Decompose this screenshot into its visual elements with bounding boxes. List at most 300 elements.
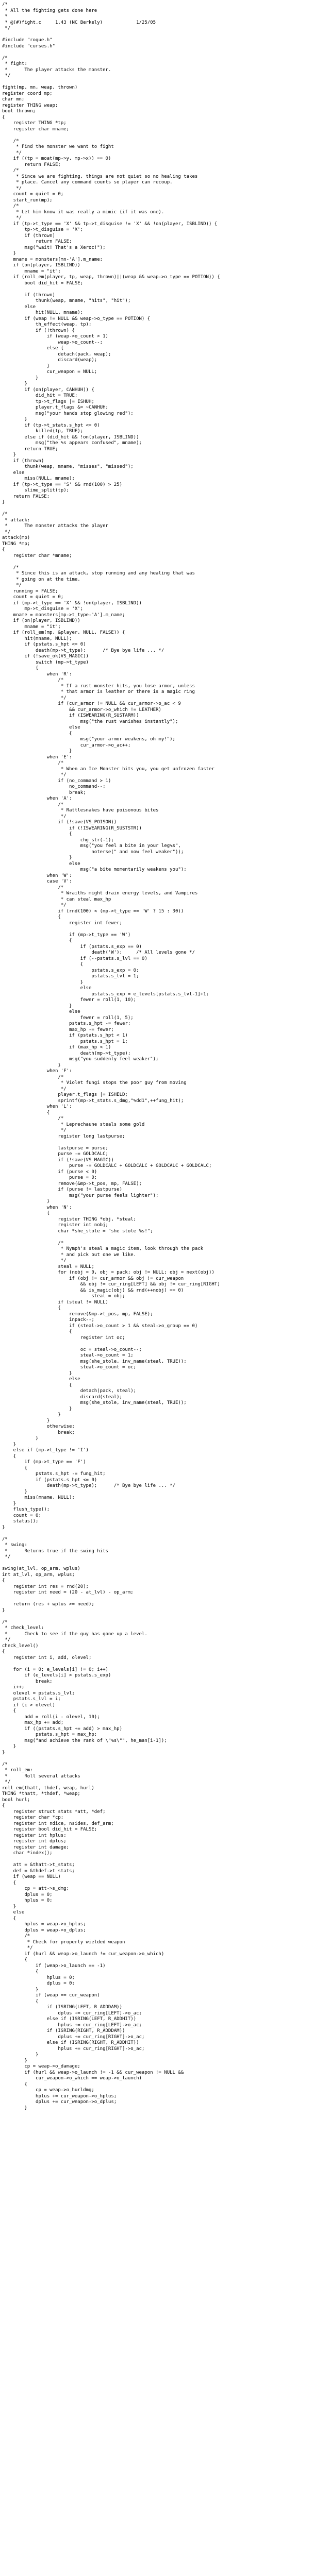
code-line: {	[2, 914, 61, 920]
code-line: pstats.s_exp = e_levels[pstats.s_lvl-1]+1;	[2, 991, 209, 997]
code-line: if (thrown)	[2, 292, 55, 298]
code-line: {	[2, 666, 39, 671]
code-line: bool hurl;	[2, 1797, 30, 1803]
code-line: /*	[2, 1619, 8, 1625]
code-line: i++;	[2, 1685, 25, 1690]
code-line: if (roll_em(mp, &player, NULL, FALSE)) {	[2, 630, 125, 635]
code-line: hplus = weap->o_hplus;	[2, 1922, 86, 1927]
code-line: status();	[2, 1519, 39, 1524]
code-line: {	[2, 1211, 50, 1216]
code-line: def = &thdef->t_stats;	[2, 1868, 75, 1874]
code-line: when 'W':	[2, 873, 72, 878]
code-line: */	[2, 150, 22, 156]
code-line: && is_magic(obj) && rnd(++nobj) == 0)	[2, 1287, 184, 1293]
code-line: killed(tp, TRUE);	[2, 429, 84, 434]
code-line: mname = "it";	[2, 268, 61, 274]
code-line: * Since we are fighting, things are not quiet so no healing takes	[2, 174, 198, 179]
code-line	[2, 1756, 328, 1762]
code-line: if (no_command > 1)	[2, 778, 111, 784]
code-line: register bool did_hit = FALSE;	[2, 1827, 97, 1832]
code-line: return FALSE;	[2, 239, 72, 244]
code-line: * @(#)fight.c 1.43 (NC Berkely) 1/25/05	[2, 20, 156, 25]
code-line: if (weap->o_count > 1)	[2, 334, 108, 339]
code-line	[2, 1857, 328, 1863]
code-line: }	[2, 979, 84, 985]
code-line: pstats.s_hpt = 1;	[2, 1039, 128, 1044]
code-line: */	[2, 814, 67, 819]
code-line: {	[2, 731, 72, 736]
code-line: /*	[2, 55, 8, 61]
code-line: else	[2, 861, 80, 867]
code-line: }	[2, 1436, 39, 1441]
code-line: for (nobj = 0, obj = pack; obj != NULL; obj = next(obj))	[2, 1270, 214, 1275]
code-line: swing(at_lvl, op_arm, wplus)	[2, 1566, 80, 1571]
code-line: if (!save(VS_MAGIC))	[2, 1157, 114, 1163]
code-line: pstats.s_hpt -= fung_hit;	[2, 1471, 106, 1477]
code-line: * Leprechaune steals some gold	[2, 1122, 145, 1127]
code-line: running = FALSE;	[2, 588, 58, 594]
code-line: /*	[2, 1761, 8, 1767]
code-line: /*	[2, 1240, 64, 1246]
code-line: * Let him know it was really a mimic (if it was one).	[2, 209, 164, 215]
code-line: when 'L':	[2, 1104, 72, 1109]
code-line: death('W'); /* All levels gone */	[2, 950, 195, 955]
code-line: if (tp->t_type == 'S' && rnd(100) > 25)	[2, 482, 122, 487]
code-line: if (pstats.s_hpt <= 0)	[2, 1477, 97, 1483]
code-line: */	[2, 772, 67, 777]
code-line: discard(weap);	[2, 358, 97, 363]
code-line: else	[2, 1009, 80, 1014]
code-line: * Returns true if the swing hits	[2, 1548, 108, 1554]
code-line: * Violet fungi stops the poor guy from moving	[2, 1080, 187, 1086]
code-line: */	[2, 1780, 11, 1785]
code-line: if (purse < 0)	[2, 1169, 97, 1175]
code-line: /*	[2, 1934, 30, 1939]
code-line: {	[2, 1329, 72, 1334]
code-line: count = quiet = 0;	[2, 595, 64, 600]
code-line: fight(mp, mn, weap, thrown)	[2, 85, 78, 90]
code-line: * Find the monster we want to fight	[2, 144, 114, 149]
code-line: {	[2, 1110, 50, 1115]
code-line: {	[2, 1382, 72, 1388]
code-line: max_hp += add;	[2, 1720, 64, 1725]
code-line: {	[2, 962, 84, 967]
code-line: && obj != cur_ring[LEFT] && obj != cur_ring[RIGHT]	[2, 1282, 220, 1287]
code-line: otherwise:	[2, 1424, 75, 1429]
code-line: if (ISWEARING(R_SUSTARM))	[2, 713, 139, 718]
code-line: if (i > olevel)	[2, 1702, 55, 1708]
code-line: * roll_em:	[2, 1768, 33, 1773]
code-line: else if (mp->t_type != 'I')	[2, 1448, 89, 1453]
code-line: /*	[2, 138, 19, 144]
code-line: detach(pack, weap);	[2, 351, 111, 357]
code-line: if (pstats.s_hpt <= 0)	[2, 642, 86, 647]
code-line: if ((pstats.s_hpt += add) > max_hp)	[2, 1726, 122, 1732]
code-line: }	[2, 1744, 16, 1749]
code-line: when 'R':	[2, 671, 72, 677]
code-line: }	[2, 1412, 61, 1417]
code-line: * The monster attacks the player	[2, 523, 108, 529]
code-line: * Check for properly wielded weapon	[2, 1939, 125, 1945]
code-line: tp->t_disguise = 'X';	[2, 227, 84, 232]
code-line: noterse(" and now feel weaker"));	[2, 849, 184, 855]
code-line: {	[2, 1916, 16, 1921]
code-line: register THING *obj, *steal;	[2, 1216, 137, 1222]
code-line: if (on(player, ISBLIND))	[2, 263, 80, 268]
code-line: if (steal != NULL)	[2, 1299, 108, 1305]
code-line: cur_armor->o_ac++;	[2, 742, 131, 748]
code-line: msg("and achieve the rank of \"%s\"", he_man[i-1]);	[2, 1738, 167, 1743]
code-line: chg_str(-1);	[2, 837, 114, 843]
code-line: count = 0;	[2, 1513, 41, 1518]
code-line: */	[2, 1554, 11, 1560]
code-line	[2, 1341, 328, 1347]
code-line	[2, 1531, 328, 1537]
code-line: flush_type();	[2, 1507, 50, 1512]
code-line: * Check to see if the guy has gone up a level.	[2, 1631, 147, 1637]
code-line: if (thrown)	[2, 233, 55, 239]
code-line: register struct stats *att, *def;	[2, 1809, 106, 1815]
code-line: if (weap == NULL)	[2, 1874, 61, 1879]
code-line: {	[2, 1465, 27, 1471]
code-line	[2, 926, 328, 933]
code-line: }	[2, 1406, 72, 1412]
code-line: /*	[2, 2, 8, 7]
code-line: {	[2, 1453, 16, 1459]
code-listing	[2, 2, 328, 2111]
code-line: char *index();	[2, 1851, 53, 1856]
code-line: {	[2, 1998, 39, 2004]
code-line: th_effect(weap, tp);	[2, 322, 92, 327]
code-line: thunk(weap, mname, "misses", "missed");	[2, 464, 134, 469]
code-line: if (rnd(100) < (mp->t_type == 'W' ? 15 : 30))	[2, 908, 184, 914]
code-line: && cur_armor->o_which != LEATHER)	[2, 707, 161, 713]
code-line: */	[2, 73, 11, 78]
code-line: pstats.s_hpt -= fewer;	[2, 1021, 131, 1026]
code-line: register int i, add, olevel;	[2, 1655, 92, 1660]
code-line: * All the fighting gets done here	[2, 8, 97, 13]
code-line: switch (mp->t_type)	[2, 659, 89, 665]
code-line: dplus = 0;	[2, 1892, 53, 1897]
code-line: dplus = weap->o_dplus;	[2, 1927, 86, 1933]
code-line: register THING *tp;	[2, 121, 67, 126]
code-line: player.t_flags &= ~CANHUH;	[2, 405, 108, 410]
code-line: #include "rogue.h"	[2, 38, 53, 43]
code-line: if (weap == cur_weapon)	[2, 1993, 100, 1998]
code-line: }	[2, 251, 16, 256]
code-line: */	[2, 1945, 33, 1951]
code-line: }	[2, 1987, 39, 1992]
code-line: pstats.s_lvl = i;	[2, 1697, 61, 1702]
code-line: slime_split(tp);	[2, 488, 70, 493]
code-line: sprintf(mp->t_stats.s_dmg,"%dd1",++fung_hit);	[2, 1098, 184, 1104]
code-line: */	[2, 695, 67, 701]
code-line: }	[2, 1607, 5, 1613]
code-line: * can steal max_hp	[2, 896, 111, 902]
code-line: * check_level:	[2, 1625, 44, 1631]
code-line: * swing:	[2, 1543, 27, 1548]
code-line: if (cur_armor != NULL && cur_armor->o_ac < 9	[2, 701, 181, 706]
code-line: /*	[2, 1116, 64, 1121]
code-line: if (mp->t_type == 'X' && !on(player, ISBLIND))	[2, 600, 142, 606]
code-line: * place. Cancel any command counts so player can recoup.	[2, 180, 173, 185]
code-line: if (hurl && weap->o_launch != -1 && cur_weapon != NULL &&	[2, 2070, 184, 2075]
code-line: */	[2, 1086, 67, 1092]
code-line: if (mp->t_type == 'W')	[2, 932, 131, 938]
code-line: */	[2, 583, 22, 588]
code-line: break;	[2, 1430, 75, 1435]
code-line	[2, 1140, 328, 1146]
code-line: msg("wait! That's a Xeroc!");	[2, 245, 106, 250]
code-line: /*	[2, 802, 64, 807]
code-line: if (on(player, CANHUH)) {	[2, 387, 94, 393]
code-line: }	[2, 1750, 5, 1755]
code-line: {	[2, 1578, 5, 1583]
code-line: */	[2, 26, 11, 31]
code-line: }	[2, 2105, 27, 2111]
code-line: * fight:	[2, 61, 27, 66]
code-line	[2, 1596, 328, 1602]
code-line: return TRUE;	[2, 446, 58, 452]
code-line: {	[2, 1649, 5, 1654]
code-line: death(mp->t_type); /* Bye bye life ... */	[2, 648, 164, 653]
code-line: when 'N':	[2, 1205, 72, 1210]
code-line: bool did_hit = FALSE;	[2, 280, 84, 286]
code-line: when 'E':	[2, 754, 72, 760]
code-line: else	[2, 986, 92, 991]
code-line: else	[2, 1377, 80, 1382]
code-line: fewer = roll(1, 10);	[2, 997, 137, 1003]
code-line: if (weap != NULL && weap->o_type == POTION) {	[2, 316, 151, 321]
code-line: msg("your armor weakens, oh my!");	[2, 737, 175, 742]
code-line: * going on at the time.	[2, 577, 80, 582]
code-line: discard(steal);	[2, 1394, 122, 1400]
code-line: register int dplus;	[2, 1839, 67, 1844]
code-line: register char *mname;	[2, 553, 72, 558]
code-line: if (!save_ok(VS_MAGIC))	[2, 654, 89, 659]
code-line: count = quiet = 0;	[2, 192, 64, 197]
code-line: char mn;	[2, 97, 25, 102]
code-line: for (i = 0; e_levels[i] != 0; i++)	[2, 1667, 108, 1672]
code-line: /*	[2, 204, 19, 209]
code-line: check_level()	[2, 1643, 39, 1649]
code-line: if (thrown)	[2, 458, 44, 464]
code-line: tp->t_flags |= ISHUH;	[2, 399, 94, 404]
code-line: else	[2, 304, 36, 310]
code-line: msg(she_stole, inv_name(steal, TRUE));	[2, 1400, 187, 1405]
code-line	[2, 1661, 328, 1667]
code-line: {	[2, 1969, 39, 1974]
code-line: register int fewer;	[2, 920, 122, 926]
code-line: break;	[2, 1679, 53, 1684]
code-line: miss(mname, NULL);	[2, 1495, 75, 1500]
code-line: steal = NULL;	[2, 1264, 94, 1269]
code-line: hit(NULL, mname);	[2, 310, 84, 315]
code-line	[2, 559, 328, 565]
code-line: when 'A':	[2, 796, 72, 801]
code-line: {	[2, 1957, 27, 1962]
code-line: msg(she_stole, inv_name(steal, TRUE));	[2, 1359, 187, 1364]
code-line	[2, 32, 328, 38]
code-line: if (ISRING(LEFT, R_ADDDAM))	[2, 2005, 122, 2010]
code-line: purse -= GOLDCALC;	[2, 1151, 108, 1157]
code-line: hplus += cur_weapon->o_hplus;	[2, 2093, 117, 2099]
code-line: }	[2, 1524, 5, 1530]
code-line: }	[2, 452, 16, 457]
code-line: THING *thatt, *thdef, *weap;	[2, 1791, 80, 1797]
code-line: return FALSE;	[2, 162, 61, 167]
code-line: msg("the rust vanishes instantly");	[2, 719, 178, 724]
code-line: register THING weap;	[2, 103, 58, 108]
code-line: hit(mname, NULL);	[2, 636, 72, 641]
code-line: pstats.s_lvl = 1;	[2, 974, 139, 979]
code-line: pstats.s_hpt = max_hp;	[2, 1732, 97, 1737]
code-line: msg("you feel a bite in your leg%s",	[2, 843, 181, 849]
code-line: lastpurse = purse;	[2, 1145, 108, 1151]
code-line: * Rattlesnakes have poisonous bites	[2, 808, 159, 813]
code-line: hplus += cur_ring[RIGHT]->o_ac;	[2, 2046, 145, 2052]
code-line: #include "curses.h"	[2, 43, 55, 49]
code-line: int at_lvl, op_arm, wplus;	[2, 1572, 75, 1578]
code-line: weap->o_count--;	[2, 340, 103, 345]
code-line: }	[2, 1501, 16, 1506]
code-line: max_hp -= fewer;	[2, 1027, 114, 1032]
code-line: mname = monsters[mn-'A'].m_name;	[2, 257, 103, 262]
code-line: remove(&mp->t_pos, mp, FALSE);	[2, 1311, 153, 1317]
code-line: register int oc;	[2, 1335, 125, 1341]
code-line: /*	[2, 760, 64, 766]
code-line: death(mp->t_type);	[2, 1050, 131, 1056]
code-line: attack(mp)	[2, 535, 30, 540]
code-line: return (res + wplus >= need);	[2, 1602, 94, 1607]
code-line: */	[2, 185, 22, 191]
code-line: * Since this is an attack, stop running and any healing that was	[2, 571, 195, 576]
code-line: }	[2, 1904, 16, 1909]
code-line: pstats.s_exp = 0;	[2, 968, 139, 973]
code-line: cp = att->s_dmg;	[2, 1886, 70, 1891]
code-line: char *she_stole = "she stole %s!";	[2, 1228, 153, 1234]
code-line: */	[2, 903, 67, 908]
code-line: * Nymph's steal a magic item, look through the pack	[2, 1246, 204, 1251]
code-line: register int hplus;	[2, 1833, 67, 1838]
code-line: bool thrown;	[2, 109, 36, 114]
code-line: if (tp->t_type == 'X' && tp->t_disguise != 'X' && !on(player, ISBLIND)) {	[2, 221, 218, 227]
code-line: olevel = pstats.s_lvl;	[2, 1690, 75, 1696]
code-line: /*	[2, 885, 64, 890]
code-line: }	[2, 1370, 72, 1376]
code-line: dplus += cur_ring[RIGHT]->o_ac;	[2, 2034, 145, 2040]
code-line: roll_em(thatt, thdef, weap, hurl)	[2, 1785, 94, 1791]
source-code-page	[2, 2, 328, 2576]
code-line: cur_weapon = NULL;	[2, 369, 97, 375]
code-line: }	[2, 1418, 50, 1423]
code-line: miss(NULL, mname);	[2, 476, 75, 481]
code-line: THING *mp;	[2, 541, 30, 547]
code-line: register int res = rnd(20);	[2, 1584, 89, 1589]
code-line: purse -= GOLDCALC + GOLDCALC + GOLDCALC + GOLDCALC;	[2, 1163, 212, 1168]
code-line: steal = obj;	[2, 1294, 125, 1299]
code-line: {	[2, 2081, 27, 2087]
code-line: if (on(player, ISBLIND))	[2, 618, 80, 623]
code-line: thunk(weap, mname, "hits", "hit");	[2, 298, 131, 303]
code-line: if (obj != cur_armor && obj != cur_weapon	[2, 1276, 184, 1281]
code-line: * Wraiths might drain energy levels, and Vampires	[2, 891, 198, 896]
code-line: * The player attacks the monster.	[2, 67, 111, 73]
code-line: mname = "it";	[2, 624, 61, 630]
code-line: register int ndice, nsides, def_arm;	[2, 1821, 114, 1826]
code-line: register coord mp;	[2, 91, 53, 96]
code-line: if (hurl && weap->o_launch != cur_weapon->o_which)	[2, 1951, 164, 1957]
code-line: else if (ISRING(RIGHT, R_ADDHIT))	[2, 2040, 139, 2045]
code-line: */	[2, 529, 11, 535]
code-line: hplus += cur_ring[LEFT]->o_ac;	[2, 2022, 142, 2028]
code-line: dplus = 0;	[2, 1981, 75, 1986]
code-line: remove(&mp->t_pos, mp, FALSE);	[2, 1181, 142, 1187]
code-line: }	[2, 2052, 39, 2057]
code-line: {	[2, 1880, 16, 1886]
code-line: }	[2, 375, 39, 381]
code-line: detach(pack, steal);	[2, 1388, 137, 1394]
code-line: }	[2, 417, 27, 422]
code-line: msg("your purse feels lighter");	[2, 1193, 159, 1198]
code-line: add = roll(i - olevel, 10);	[2, 1714, 100, 1720]
code-line: did_hit = TRUE;	[2, 393, 78, 398]
code-line: msg("you suddenly feel weaker");	[2, 1057, 159, 1062]
code-line: {	[2, 114, 5, 120]
code-line: start_run(mp);	[2, 197, 53, 203]
code-line: */	[2, 215, 22, 221]
code-line: if (purse != lastpurse)	[2, 1187, 122, 1192]
code-line: death(mp->t_type); /* Bye bye life ... */	[2, 1483, 175, 1488]
code-line: register int damage;	[2, 1844, 70, 1850]
code-line: break;	[2, 790, 86, 795]
code-line: register char mname;	[2, 126, 70, 132]
code-line: mname = monsters[mp->t_type-'A'].m_name;	[2, 612, 125, 618]
code-line: /*	[2, 565, 19, 570]
code-line: /*	[2, 1536, 8, 1542]
code-line: register char *cp;	[2, 1815, 64, 1820]
code-line: msg("a bite momentarily weakens you");	[2, 867, 187, 872]
code-line: msg("the %s appears confused", mname);	[2, 440, 142, 446]
code-line	[2, 1614, 328, 1620]
code-line: oc = steal->o_count--;	[2, 1347, 142, 1352]
code-line: if (pstats.s_hpt < 1)	[2, 1033, 128, 1038]
code-line: /*	[2, 512, 8, 517]
code-line: mp->t_disguise = 'X';	[2, 606, 84, 612]
code-line: if ((tp = moat(mp->y, mp->x)) == 0)	[2, 156, 111, 161]
code-line: hplus = 0;	[2, 1975, 75, 1980]
code-line: steal->o_count = 1;	[2, 1353, 134, 1358]
code-line: cp = weap->o_hurldmg;	[2, 2088, 94, 2093]
code-line	[2, 286, 328, 293]
code-line: if (ISRING(RIGHT, R_ADDDAM))	[2, 2028, 125, 2033]
code-line: */	[2, 1637, 11, 1642]
code-line: }	[2, 381, 27, 386]
code-line: return FALSE;	[2, 494, 50, 499]
code-line: else	[2, 470, 25, 476]
code-line: }	[2, 1199, 50, 1204]
code-line: */	[2, 1258, 67, 1263]
code-line: {	[2, 1803, 5, 1808]
code-line: * Roll several attacks	[2, 1773, 80, 1779]
code-line: {	[2, 547, 5, 552]
code-line: else	[2, 725, 80, 730]
code-line: no_command--;	[2, 784, 106, 789]
code-line: else	[2, 1910, 25, 1915]
code-line: hplus = 0;	[2, 1898, 53, 1903]
code-line	[2, 132, 328, 139]
code-line: * If a rust monster hits, you lose armor, unless	[2, 683, 195, 689]
